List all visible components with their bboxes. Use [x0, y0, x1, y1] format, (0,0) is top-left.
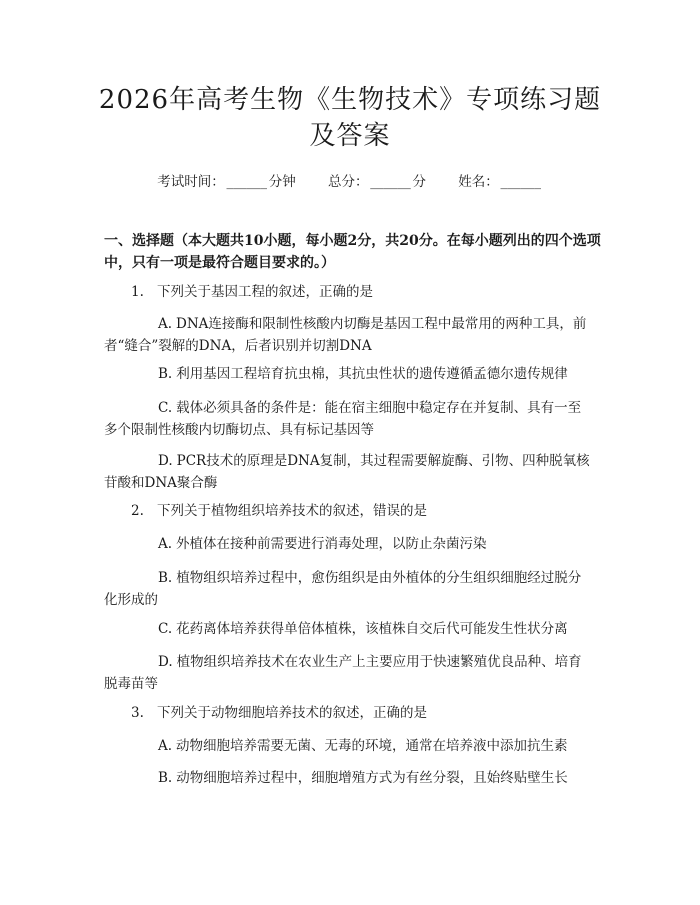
option-text: 植物组织培养技术在农业生产上主要应用于快速繁殖优良品种、培育	[176, 654, 582, 670]
section-heading: 一、选择题（本大题共10小题，每小题2分，共20分。在每小题列出的四个选项中，只有一项是最符合题目要求的。）	[104, 233, 601, 271]
question-3-option-b	[104, 767, 600, 789]
student-name-label: 姓名：	[458, 174, 499, 190]
question-number: 1.	[131, 284, 144, 300]
exam-time	[157, 170, 296, 190]
exam-time-blank: ______	[226, 174, 267, 190]
question-text: 下列关于基因工程的叙述，正确的是	[157, 284, 373, 300]
question-2-option-b	[104, 567, 600, 611]
exam-time-label: 考试时间：	[157, 174, 225, 190]
question-1-stem	[131, 281, 373, 303]
option-letter: D.	[158, 654, 173, 670]
student-name-blank: ______	[500, 174, 542, 190]
option-letter: C.	[158, 621, 173, 637]
question-2-option-d	[104, 651, 600, 695]
question-1-option-a	[104, 313, 600, 357]
option-text: 动物细胞培养需要无菌、无毒的环境，通常在培养液中添加抗生素	[176, 738, 568, 754]
question-2-option-a	[104, 533, 600, 555]
option-letter: B.	[158, 366, 173, 382]
option-letter: A.	[158, 316, 173, 332]
option-letter: A.	[158, 536, 173, 552]
total-score	[328, 170, 426, 190]
option-text: 植物组织培养过程中，愈伤组织是由外植体的分生组织细胞经过脱分	[176, 570, 582, 586]
page-title: 2026年高考生物《生物技术》专项练习题及答案	[98, 85, 602, 151]
total-score-unit: 分	[412, 174, 426, 190]
option-letter: A.	[158, 738, 173, 754]
total-score-blank: ______	[370, 174, 411, 190]
option-text-continued: 苷酸和DNA聚合酶	[104, 475, 218, 491]
option-text: 动物细胞培养过程中，细胞增殖方式为有丝分裂，且始终贴壁生长	[176, 770, 568, 786]
question-2-option-c	[104, 618, 600, 640]
exam-time-unit: 分钟	[268, 174, 296, 190]
question-3-option-a	[104, 735, 600, 757]
option-letter: C.	[158, 400, 173, 416]
total-score-label: 总分：	[328, 174, 369, 190]
option-text-continued: 者“缝合”裂解的DNA，后者识别并切割DNA	[104, 338, 372, 354]
question-2-stem	[131, 500, 427, 522]
option-text-continued: 脱毒苗等	[104, 676, 158, 692]
student-name	[458, 170, 543, 190]
option-text: 外植体在接种前需要进行消毒处理，以防止杂菌污染	[176, 536, 487, 552]
option-letter: B.	[158, 570, 173, 586]
option-text: DNA连接酶和限制性核酸内切酶是基因工程中最常用的两种工具，前	[176, 316, 587, 332]
option-text-continued: 多个限制性核酸内切酶切点、具有标记基因等	[104, 422, 374, 438]
question-1-option-b	[104, 363, 600, 385]
question-1-option-c	[104, 397, 600, 441]
option-letter: D.	[158, 453, 173, 469]
option-letter: B.	[158, 770, 173, 786]
question-text: 下列关于动物细胞培养技术的叙述，正确的是	[157, 705, 427, 721]
question-number: 3.	[131, 705, 144, 721]
option-text: PCR技术的原理是DNA复制，其过程需要解旋酶、引物、四种脱氧核	[176, 453, 590, 469]
question-3-stem	[131, 702, 427, 724]
question-number: 2.	[131, 503, 144, 519]
question-1-option-d	[104, 450, 600, 494]
question-text: 下列关于植物组织培养技术的叙述，错误的是	[157, 503, 427, 519]
exam-info-line	[0, 170, 700, 190]
option-text: 花药离体培养获得单倍体植株，该植株自交后代可能发生性状分离	[176, 621, 568, 637]
option-text-continued: 化形成的	[104, 592, 158, 608]
option-text: 载体必须具备的条件是：能在宿主细胞中稳定存在并复制、具有一至	[176, 400, 582, 416]
option-text: 利用基因工程培育抗虫棉，其抗虫性状的遗传遵循孟德尔遗传规律	[176, 366, 568, 382]
